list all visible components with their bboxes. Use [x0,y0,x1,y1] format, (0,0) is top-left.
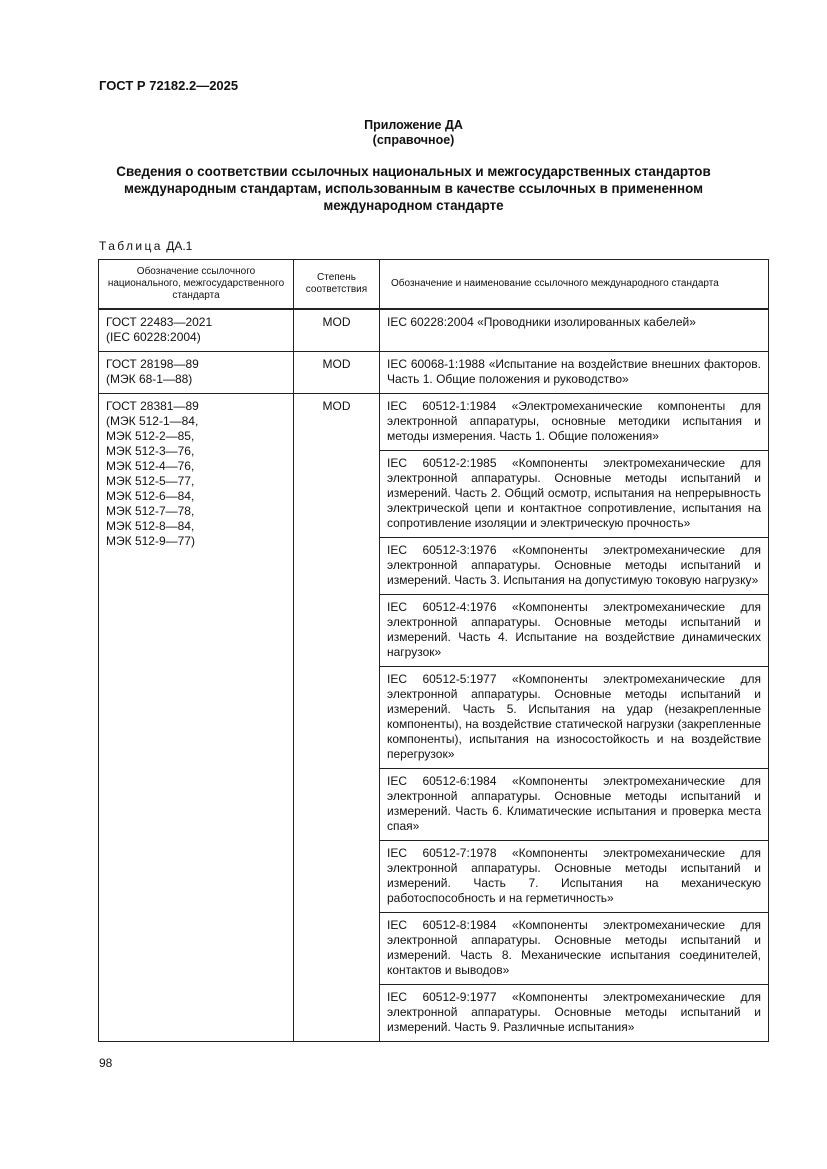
international-standard-cell: IEC 60512-3:1976 «Компоненты электромеханические для электронной аппаратуры. Основные методы испытаний и измерений. Часть 3. Испытания на допустимую токовую нагрузку» [380,538,769,595]
table-row [99,352,769,394]
international-standard-cell: IEC 60512-5:1977 «Компоненты электромеханические для электронной аппаратуры. Основные методы испытаний и измерений. Часть 5. Испытания на удар (незакрепленные компоненты), на воздействие статической нагрузки (закрепленные компоненты), испытания на износостойкость и на воздействие перегрузок» [380,667,769,769]
international-standard-cell: IEC 60512-8:1984 «Компоненты электромеханические для электронной аппаратуры. Основные методы испытаний и измерений. Часть 8. Механические испытания соединителей, контактов и выводов» [380,913,769,985]
international-standard-cell: IEC 60512-6:1984 «Компоненты электромеханические для электронной аппаратуры. Основные методы испытаний и измерений. Часть 6. Климатические испытания и проверка места спая» [380,769,769,841]
international-standard-cell: IEC 60068-1:1988 «Испытание на воздействие внешних факторов. Часть 1. Общие положения и руководство» [380,352,769,394]
table-row [99,309,769,352]
degree-cell: MOD [294,394,380,1042]
national-standard-cell: ГОСТ 28198—89 (МЭК 68-1—88) [99,352,294,394]
table-body [99,309,769,1042]
page-number: 98 [99,1056,113,1070]
national-standard-cell: ГОСТ 22483—2021 (IEC 60228:2004) [99,309,294,352]
header-degree: Степень соответствия [294,260,380,310]
table-row [99,394,769,451]
standards-table [98,259,769,1042]
international-standard-cell: IEC 60512-4:1976 «Компоненты электромеханические для электронной аппаратуры. Основные методы испытаний и измерений. Часть 4. Испытание на воздействие динамических нагрузок» [380,595,769,667]
section-heading: Сведения о соответствии ссылочных национальных и межгосударственных стандартов международным стандартам, использованным в качестве ссылочных в примененном международном стандарте [116,164,711,213]
table-label [99,239,192,253]
table-header-row [99,260,769,310]
table-label-word: Таблица [99,239,163,253]
international-standard-cell: IEC 60512-2:1985 «Компоненты электромеханические для электронной аппаратуры. Основные методы испытаний и измерений. Часть 2. Общий осмотр, испытания на непрерывность электрической цепи и контактное сопротивление, испытания на сопротивление изоляции и электрическую прочность» [380,451,769,538]
international-standard-cell: IEC 60512-7:1978 «Компоненты электромеханические для электронной аппаратуры. Основные методы испытаний и измерений. Часть 7. Испытания на механическую работоспособность и на герметичность» [380,841,769,913]
annex-type: (справочное) [372,133,455,147]
international-standard-cell: IEC 60512-1:1984 «Электромеханические компоненты для электронной аппаратуры, основные методики испытания и методы измерения. Часть 1. Общие положения» [380,394,769,451]
degree-cell: MOD [294,309,380,352]
annex-block [0,118,827,148]
international-standard-cell: IEC 60228:2004 «Проводники изолированных кабелей» [380,309,769,352]
document-code: ГОСТ Р 72182.2—2025 [99,78,239,93]
header-national-standard: Обозначение ссылочного национального, межгосударственного стандарта [99,260,294,310]
table-label-number: ДА.1 [166,239,193,253]
annex-title: Приложение ДА [364,118,463,132]
national-standard-cell: ГОСТ 28381—89 (МЭК 512-1—84, МЭК 512-2—85, МЭК 512-3—76, МЭК 512-4—76, МЭК 512-5—77, МЭК 512-6—84, МЭК 512-7—78, МЭК 512-8—84, МЭК 512-9—77) [99,394,294,1042]
degree-cell: MOD [294,352,380,394]
international-standard-cell: IEC 60512-9:1977 «Компоненты электромеханические для электронной аппаратуры. Основные методы испытаний и измерений. Часть 9. Различные испытания» [380,985,769,1042]
header-international-standard: Обозначение и наименование ссылочного международного стандарта [380,260,769,310]
